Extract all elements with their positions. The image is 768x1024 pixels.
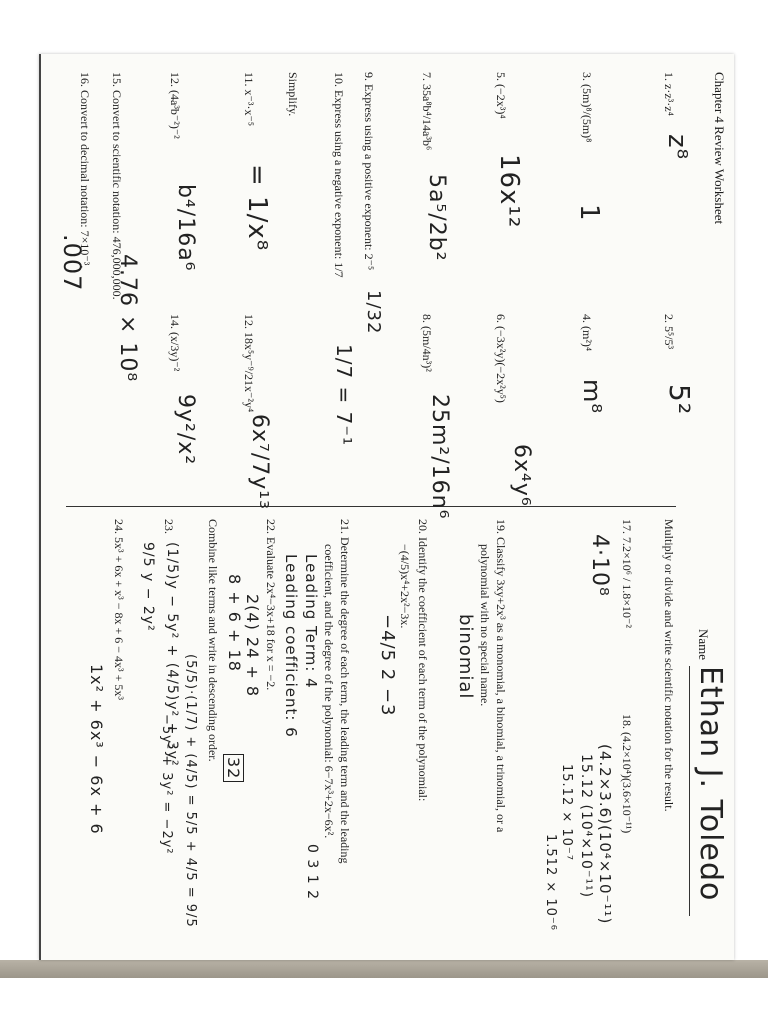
question-22: 22. Evaluate 2x⁴−3x+18 for x = −2. xyxy=(264,519,278,691)
answer-11: = 1/x⁸ xyxy=(242,164,272,252)
question-10: 10. Express using a negative exponent: 1/7 xyxy=(332,72,346,278)
table-surface xyxy=(0,960,768,978)
answer-22: 32 xyxy=(223,754,244,782)
question-20-poly: −(4/5)x⁴+2x²−3x. xyxy=(398,544,412,629)
worksheet-paper xyxy=(39,54,734,960)
question-2: 2. 5⁵/5³ xyxy=(662,314,676,350)
answer-20: −4/5 2 −3 xyxy=(377,614,398,717)
name-label: Name xyxy=(696,629,711,661)
work-23-line1: (5/5)·(1/7) + (4/5) = 5/5 + 4/5 = 9/5 xyxy=(183,654,198,928)
question-23-expr: (1/5)y − 5y² + (4/5)y² + 3y² xyxy=(164,542,180,767)
name-underline xyxy=(689,666,690,916)
answer-2: 5² xyxy=(663,384,696,416)
question-11: 11. x⁻³·x⁻⁵ xyxy=(242,72,256,126)
answer-21-degrees: 0 3 1 2 xyxy=(304,844,320,900)
answer-21-leading-term: Leading Term: 4 xyxy=(302,554,320,689)
answer-3: 1 xyxy=(574,204,604,222)
question-21-line2: coefficient, and the degree of the polynomial: 6−7x³+2x−6x². xyxy=(322,544,336,839)
answer-19: binomial xyxy=(455,614,476,700)
work-22-line1: 2(4) 24 + 8 xyxy=(243,594,262,698)
answer-21-leading-coef: Leading coefficient: 6 xyxy=(282,554,300,738)
answer-23: 9/5 y − 2y² xyxy=(140,542,156,632)
column-divider xyxy=(66,506,676,507)
question-3: 3. (5m)⁸/(5m)⁸ xyxy=(580,72,594,143)
question-8: 8. (5m/4n³)² xyxy=(420,314,434,372)
question-21: 21. Determine the degree of each term, the leading term and the leading xyxy=(338,519,352,864)
worksheet-page xyxy=(41,54,734,960)
work-18-line1: (4.2×3.6)(10⁴×10⁻¹¹) xyxy=(596,744,614,925)
answer-24: 1x² + 6x³ − 6x + 6 xyxy=(87,664,106,835)
question-9: 9. Express using a positive exponent: 2⁻⁵ xyxy=(362,72,376,271)
question-5: 5. (−2x³)⁴ xyxy=(494,72,508,119)
work-18-line3: 15.12 × 10⁻⁷ xyxy=(559,764,574,861)
answer-14: 9y²/x² xyxy=(173,394,198,466)
answer-1: z⁸ xyxy=(662,134,692,161)
question-15: 15. Convert to scientific notation: 476,000,000. xyxy=(110,72,124,300)
question-12: 12. 18x⁵y⁻⁹/21x⁻²y⁴ xyxy=(242,314,256,413)
answer-9: 1/32 xyxy=(363,290,384,335)
answer-8: 25m²/16n⁶ xyxy=(427,394,452,520)
answer-15: 4.76 × 10⁸ xyxy=(115,254,140,383)
instructions-multiply: Multiply or divide and write scientific notation for the result. xyxy=(662,519,676,812)
combine-heading: Combine like terms and write in descending order. xyxy=(206,519,220,762)
question-16: 16. Convert to decimal notation: 7×10⁻³. xyxy=(78,72,92,269)
work-18-line2: 15.12 (10⁴×10⁻¹¹) xyxy=(578,754,594,899)
question-24: 24. 5x³ + 6x + x³ − 8x + 6 − 4x³ + 5x³ xyxy=(112,519,126,700)
work-22-line2: 8 + 6 + 18 xyxy=(225,574,244,672)
answer-5: 16x¹² xyxy=(494,154,524,229)
question-12b: 12. (4a³b⁻²)⁻² xyxy=(168,72,182,139)
question-18: 18. (4.2×10⁴)(3.6×10⁻¹¹) xyxy=(620,714,634,834)
question-20: 20. Identify the coefficient of each term of the polynomial: xyxy=(416,519,430,802)
simplify-heading: Simplify. xyxy=(286,72,300,117)
answer-16: .007 xyxy=(58,234,86,292)
question-19-line2: polynomial with no special name. xyxy=(478,544,492,707)
question-7: 7. 35a⁸b⁴/14a³b⁶ xyxy=(420,72,434,151)
worksheet-title: Chapter 4 Review Worksheet xyxy=(712,72,727,225)
answer-18: 1.512 × 10⁻⁶ xyxy=(543,834,558,931)
question-14: 14. (x/3y)⁻² xyxy=(168,314,182,372)
question-4: 4. (m²)⁴ xyxy=(580,314,594,352)
question-17: 17. 7.2×10⁶ / 1.8×10⁻² xyxy=(620,519,634,628)
answer-10: 1/7 = 7⁻¹ xyxy=(332,344,356,446)
work-23-line2: −5y² + 3y² = −2y² xyxy=(159,714,174,855)
answer-17: 4·10⁸ xyxy=(587,534,612,597)
answer-12: 6x⁷/7y¹³ xyxy=(247,414,272,510)
answer-4: m⁸ xyxy=(578,379,606,414)
question-19: 19. Classify 3xy+2x³ as a monomial, a binomial, a trinomial, or a xyxy=(494,519,508,833)
question-6: 6. (−3x²y)(−2x²y⁵) xyxy=(494,314,508,403)
answer-7: 5a⁵/2b² xyxy=(424,174,449,262)
answer-6: 6x⁴y⁶ xyxy=(509,444,534,507)
question-23-label: 23. xyxy=(162,519,176,534)
student-name: Ethan J. Toledo xyxy=(693,666,728,902)
answer-12b: b⁴/16a⁶ xyxy=(173,184,198,272)
question-1: 1. z·z³·z⁴ xyxy=(662,72,676,116)
